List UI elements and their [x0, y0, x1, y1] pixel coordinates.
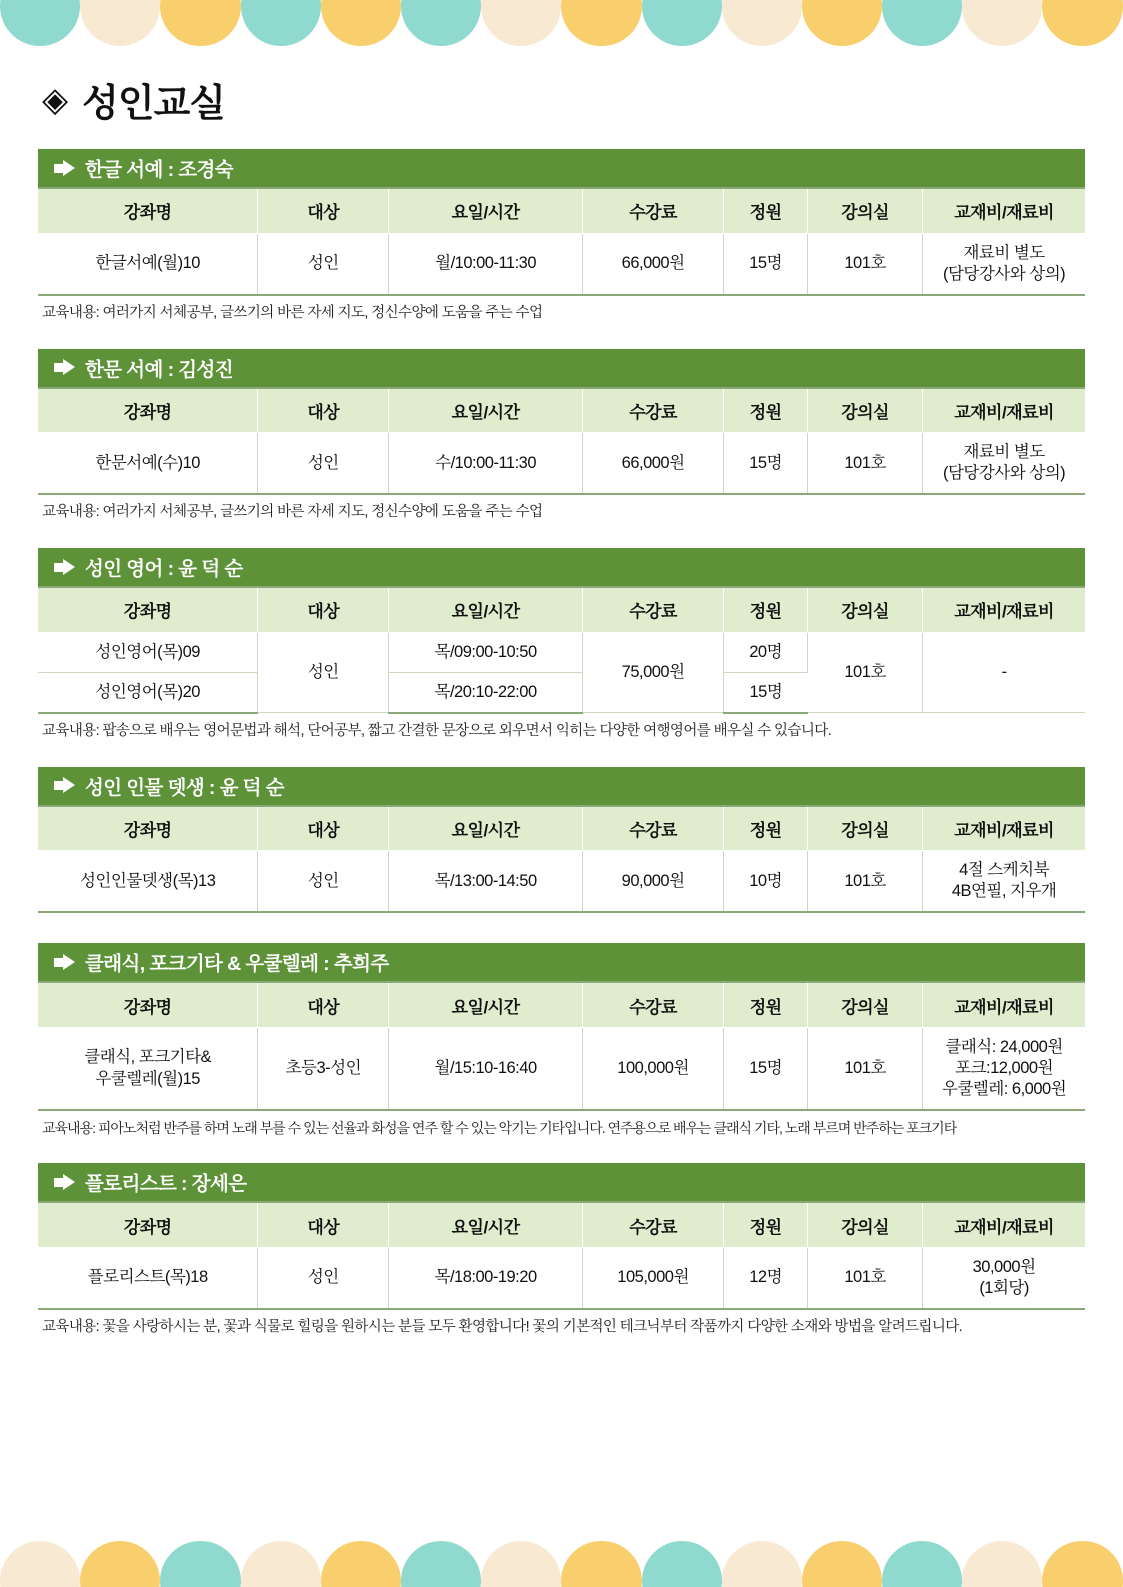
col-header-target: 대상: [258, 388, 389, 433]
cell-material: -: [923, 632, 1085, 713]
col-header-name: 강좌명: [38, 806, 258, 851]
cell-capacity: 15명: [724, 433, 808, 495]
col-header-material: 교재비/재료비: [923, 188, 1085, 233]
col-header-material: 교재비/재료비: [923, 982, 1085, 1027]
scallop-dot: [1042, 1541, 1122, 1587]
scallop-dot: [80, 0, 160, 46]
table-header-row: [38, 188, 1085, 233]
course-title: 한문 서예 : 김성진: [85, 358, 234, 381]
col-header-name: 강좌명: [38, 982, 258, 1027]
table-row: [38, 233, 1085, 295]
cell-schedule: 월/10:00-11:30: [389, 233, 583, 295]
col-header-name: 강좌명: [38, 188, 258, 233]
table-row: [38, 851, 1085, 913]
cell-fee: 100,000원: [582, 1027, 723, 1110]
cell-schedule: 목/09:00-10:50: [389, 632, 583, 672]
cell-capacity: 12명: [724, 1247, 808, 1309]
scallop-dot: [401, 1541, 481, 1587]
course-block: [38, 349, 1085, 523]
col-header-schedule: 요일/시간: [389, 188, 583, 233]
cell-target: 성인: [258, 433, 389, 495]
course-table: [38, 981, 1085, 1111]
col-header-schedule: 요일/시간: [389, 982, 583, 1027]
col-header-target: 대상: [258, 982, 389, 1027]
scallop-dot: [1042, 0, 1122, 46]
scallop-dot: [561, 0, 641, 46]
scallop-dot: [241, 0, 321, 46]
scallop-dot: [642, 1541, 722, 1587]
scallop-dot: [642, 0, 722, 46]
cell-capacity: 15명: [724, 233, 808, 295]
cell-course-name: 클래식, 포크기타& 우쿨렐레(월)15: [38, 1027, 258, 1110]
course-table: [38, 387, 1085, 496]
scallop-dot: [80, 1541, 160, 1587]
cell-schedule: 목/18:00-19:20: [389, 1247, 583, 1309]
col-header-fee: 수강료: [582, 982, 723, 1027]
arrow-right-icon: [54, 559, 76, 576]
scallop-dot: [401, 0, 481, 46]
col-header-target: 대상: [258, 806, 389, 851]
course-description: 교육내용: 여러가지 서체공부, 글쓰기의 바른 자세 지도, 정신수양에 도움을 주는 수업: [42, 304, 543, 321]
cell-course-name: 성인인물뎃생(목)13: [38, 851, 258, 913]
col-header-room: 강의실: [808, 982, 923, 1027]
course-description: 교육내용: 꽃을 사랑하시는 분, 꽃과 식물로 힐링을 원하시는 분들 모두 환영합니다! 꽃의 기본적인 테크닉부터 작품까지 다양한 소재와 방법을 알려드립니다.: [42, 1319, 963, 1336]
course-block: [38, 943, 1085, 1137]
cell-material: 클래식: 24,000원 포크:12,000원 우쿨렐레: 6,000원: [923, 1027, 1085, 1110]
cell-room: 101호: [808, 851, 923, 913]
table-header-row: [38, 1202, 1085, 1247]
cell-capacity: 10명: [724, 851, 808, 913]
table-row: [38, 433, 1085, 495]
course-header: [38, 149, 1085, 187]
cell-fee: 90,000원: [582, 851, 723, 913]
table-row: [38, 1247, 1085, 1309]
col-header-material: 교재비/재료비: [923, 388, 1085, 433]
course-header: [38, 943, 1085, 981]
course-table: [38, 187, 1085, 296]
table-row: [38, 632, 1085, 672]
cell-material: 4절 스케치북 4B연필, 지우개: [923, 851, 1085, 913]
scallop-dot: [481, 0, 561, 46]
cell-material: 30,000원 (1회당): [923, 1247, 1085, 1309]
cell-course-name: 성인영어(목)20: [38, 672, 258, 713]
course-table: [38, 586, 1085, 714]
cell-capacity: 15명: [724, 1027, 808, 1110]
cell-room: 101호: [808, 233, 923, 295]
col-header-room: 강의실: [808, 806, 923, 851]
scallop-dot: [0, 1541, 80, 1587]
scallop-dot: [0, 0, 80, 46]
col-header-material: 교재비/재료비: [923, 806, 1085, 851]
page-title: [42, 72, 1085, 127]
decorative-bottom-border: [0, 1541, 1123, 1587]
course-header: [38, 767, 1085, 805]
scallop-dot: [160, 1541, 240, 1587]
course-title: 성인 인물 뎃생 : 윤 덕 순: [85, 776, 284, 799]
col-header-material: 교재비/재료비: [923, 1202, 1085, 1247]
course-description: 교육내용: 피아노처럼 반주를 하며 노래 부를 수 있는 선율과 화성을 연주 할 수 있는 악기는 기타입니다. 연주용으로 배우는 클래식 기타, 노래 부르며 반주하는 포크기타: [42, 1120, 957, 1137]
course-header: [38, 349, 1085, 387]
course-block: [38, 1163, 1085, 1337]
cell-course-name: 한문서예(수)10: [38, 433, 258, 495]
arrow-right-icon: [54, 359, 76, 376]
col-header-target: 대상: [258, 188, 389, 233]
scallop-dot: [882, 0, 962, 46]
course-block: [38, 767, 1085, 914]
scallop-dot: [882, 1541, 962, 1587]
col-header-capacity: 정원: [724, 982, 808, 1027]
course-header: [38, 1163, 1085, 1201]
cell-target: 성인: [258, 851, 389, 913]
scallop-dot: [561, 1541, 641, 1587]
arrow-right-icon: [54, 954, 76, 971]
cell-fee: 75,000원: [582, 632, 723, 713]
cell-schedule: 월/15:10-16:40: [389, 1027, 583, 1110]
col-header-capacity: 정원: [724, 1202, 808, 1247]
cell-room: 101호: [808, 1027, 923, 1110]
diamond-icon: ◈: [42, 80, 69, 119]
course-title: 클래식, 포크기타 & 우쿨렐레 : 추희주: [85, 953, 389, 976]
col-header-schedule: 요일/시간: [389, 1202, 583, 1247]
cell-course-name: 플로리스트(목)18: [38, 1247, 258, 1309]
col-header-name: 강좌명: [38, 388, 258, 433]
scallop-dot: [962, 1541, 1042, 1587]
col-header-schedule: 요일/시간: [389, 388, 583, 433]
col-header-capacity: 정원: [724, 388, 808, 433]
col-header-room: 강의실: [808, 1202, 923, 1247]
cell-course-name: 한글서예(월)10: [38, 233, 258, 295]
cell-schedule: 목/13:00-14:50: [389, 851, 583, 913]
col-header-schedule: 요일/시간: [389, 587, 583, 632]
cell-room: 101호: [808, 632, 923, 713]
col-header-name: 강좌명: [38, 1202, 258, 1247]
course-header: [38, 548, 1085, 586]
course-title: 한글 서예 : 조경숙: [85, 159, 234, 181]
col-header-material: 교재비/재료비: [923, 587, 1085, 632]
scallop-dot: [802, 0, 882, 46]
scallop-dot: [962, 0, 1042, 46]
cell-fee: 66,000원: [582, 433, 723, 495]
cell-room: 101호: [808, 433, 923, 495]
col-header-room: 강의실: [808, 388, 923, 433]
cell-material: 재료비 별도 (담당강사와 상의): [923, 233, 1085, 295]
col-header-fee: 수강료: [582, 188, 723, 233]
col-header-fee: 수강료: [582, 1202, 723, 1247]
course-description: 교육내용: 팝송으로 배우는 영어문법과 해석, 단어공부, 짧고 간결한 문장으로 외우면서 익히는 다양한 여행영어를 배우실 수 있습니다.: [42, 722, 832, 739]
course-title: 플로리스트 : 장세은: [85, 1173, 247, 1196]
page-content: [0, 46, 1123, 1363]
col-header-capacity: 정원: [724, 188, 808, 233]
col-header-room: 강의실: [808, 587, 923, 632]
col-header-fee: 수강료: [582, 388, 723, 433]
course-title: 성인 영어 : 윤 덕 순: [85, 558, 243, 581]
decorative-top-border: [0, 0, 1123, 46]
course-block: [38, 149, 1085, 323]
col-header-target: 대상: [258, 1202, 389, 1247]
table-row: [38, 1027, 1085, 1110]
cell-schedule: 목/20:10-22:00: [389, 672, 583, 713]
scallop-dot: [241, 1541, 321, 1587]
arrow-right-icon: [54, 160, 76, 177]
course-table: [38, 805, 1085, 914]
cell-room: 101호: [808, 1247, 923, 1309]
scallop-dot: [802, 1541, 882, 1587]
cell-fee: 105,000원: [582, 1247, 723, 1309]
table-header-row: [38, 982, 1085, 1027]
col-header-fee: 수강료: [582, 806, 723, 851]
table-header-row: [38, 388, 1085, 433]
col-header-schedule: 요일/시간: [389, 806, 583, 851]
cell-target: 성인: [258, 1247, 389, 1309]
scallop-dot: [160, 0, 240, 46]
cell-capacity: 15명: [724, 672, 808, 713]
table-header-row: [38, 587, 1085, 632]
arrow-right-icon: [54, 777, 76, 794]
col-header-room: 강의실: [808, 188, 923, 233]
col-header-target: 대상: [258, 587, 389, 632]
cell-course-name: 성인영어(목)09: [38, 632, 258, 672]
scallop-dot: [481, 1541, 561, 1587]
page-title-text: 성인교실: [82, 83, 225, 125]
cell-target: 성인: [258, 233, 389, 295]
col-header-name: 강좌명: [38, 587, 258, 632]
cell-schedule: 수/10:00-11:30: [389, 433, 583, 495]
scallop-dot: [321, 0, 401, 46]
cell-material: 재료비 별도 (담당강사와 상의): [923, 433, 1085, 495]
table-header-row: [38, 806, 1085, 851]
scallop-dot: [722, 0, 802, 46]
course-description: 교육내용: 여러가지 서체공부, 글쓰기의 바른 자세 지도, 정신수양에 도움을 주는 수업: [42, 504, 543, 521]
course-block: [38, 548, 1085, 741]
col-header-capacity: 정원: [724, 806, 808, 851]
col-header-capacity: 정원: [724, 587, 808, 632]
scallop-dot: [722, 1541, 802, 1587]
cell-fee: 66,000원: [582, 233, 723, 295]
cell-target: 성인: [258, 632, 389, 713]
cell-capacity: 20명: [724, 632, 808, 672]
cell-target: 초등3-성인: [258, 1027, 389, 1110]
arrow-right-icon: [54, 1174, 76, 1191]
scallop-dot: [321, 1541, 401, 1587]
col-header-fee: 수강료: [582, 587, 723, 632]
course-table: [38, 1201, 1085, 1310]
